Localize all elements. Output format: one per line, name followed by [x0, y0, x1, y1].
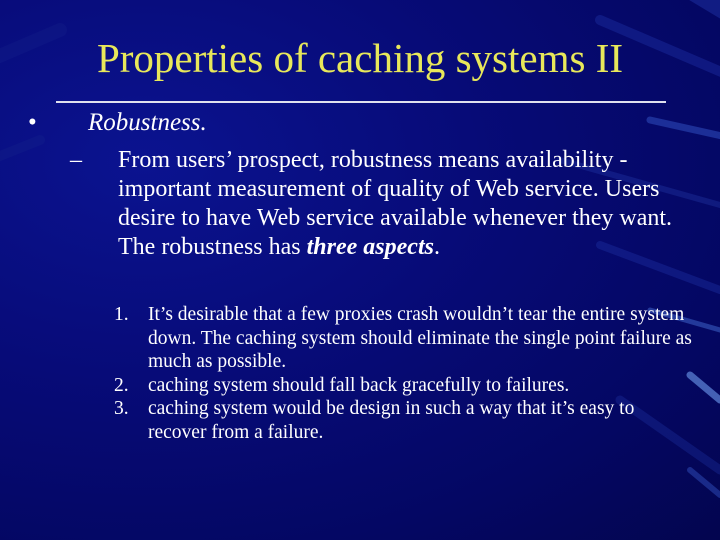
slide-title: Properties of caching systems II: [96, 35, 624, 81]
level2-text-main: From users’ prospect, robustness means availability - important measurement of quality of Web service. Users desire to have Web service available whenever they want. The robustness has: [118, 147, 673, 260]
level2-text: [118, 146, 688, 262]
title-underline: [56, 101, 666, 103]
list-item-text: caching system should fall back gracefully to failures.: [148, 374, 570, 396]
dash-icon: –: [70, 147, 82, 173]
list-number: 2.: [114, 374, 129, 396]
level2-emphasis: three aspects: [306, 234, 434, 260]
numbered-list: [114, 303, 694, 444]
list-item: [114, 303, 694, 374]
list-item: [114, 397, 694, 444]
list-item-text: caching system would be design in such a way that it’s easy to recover from a failure.: [148, 398, 635, 443]
list-number: 3.: [114, 398, 129, 419]
level1-text: Robustness.: [88, 109, 207, 136]
list-item: [114, 374, 694, 398]
list-item-text: It’s desirable that a few proxies crash wouldn’t tear the entire system down. The caching system should eliminate the single point failure as much as possible.: [148, 304, 692, 372]
bullet-icon: •: [28, 109, 37, 136]
level2-text-end: .: [433, 234, 440, 260]
list-number: 1.: [114, 304, 129, 325]
